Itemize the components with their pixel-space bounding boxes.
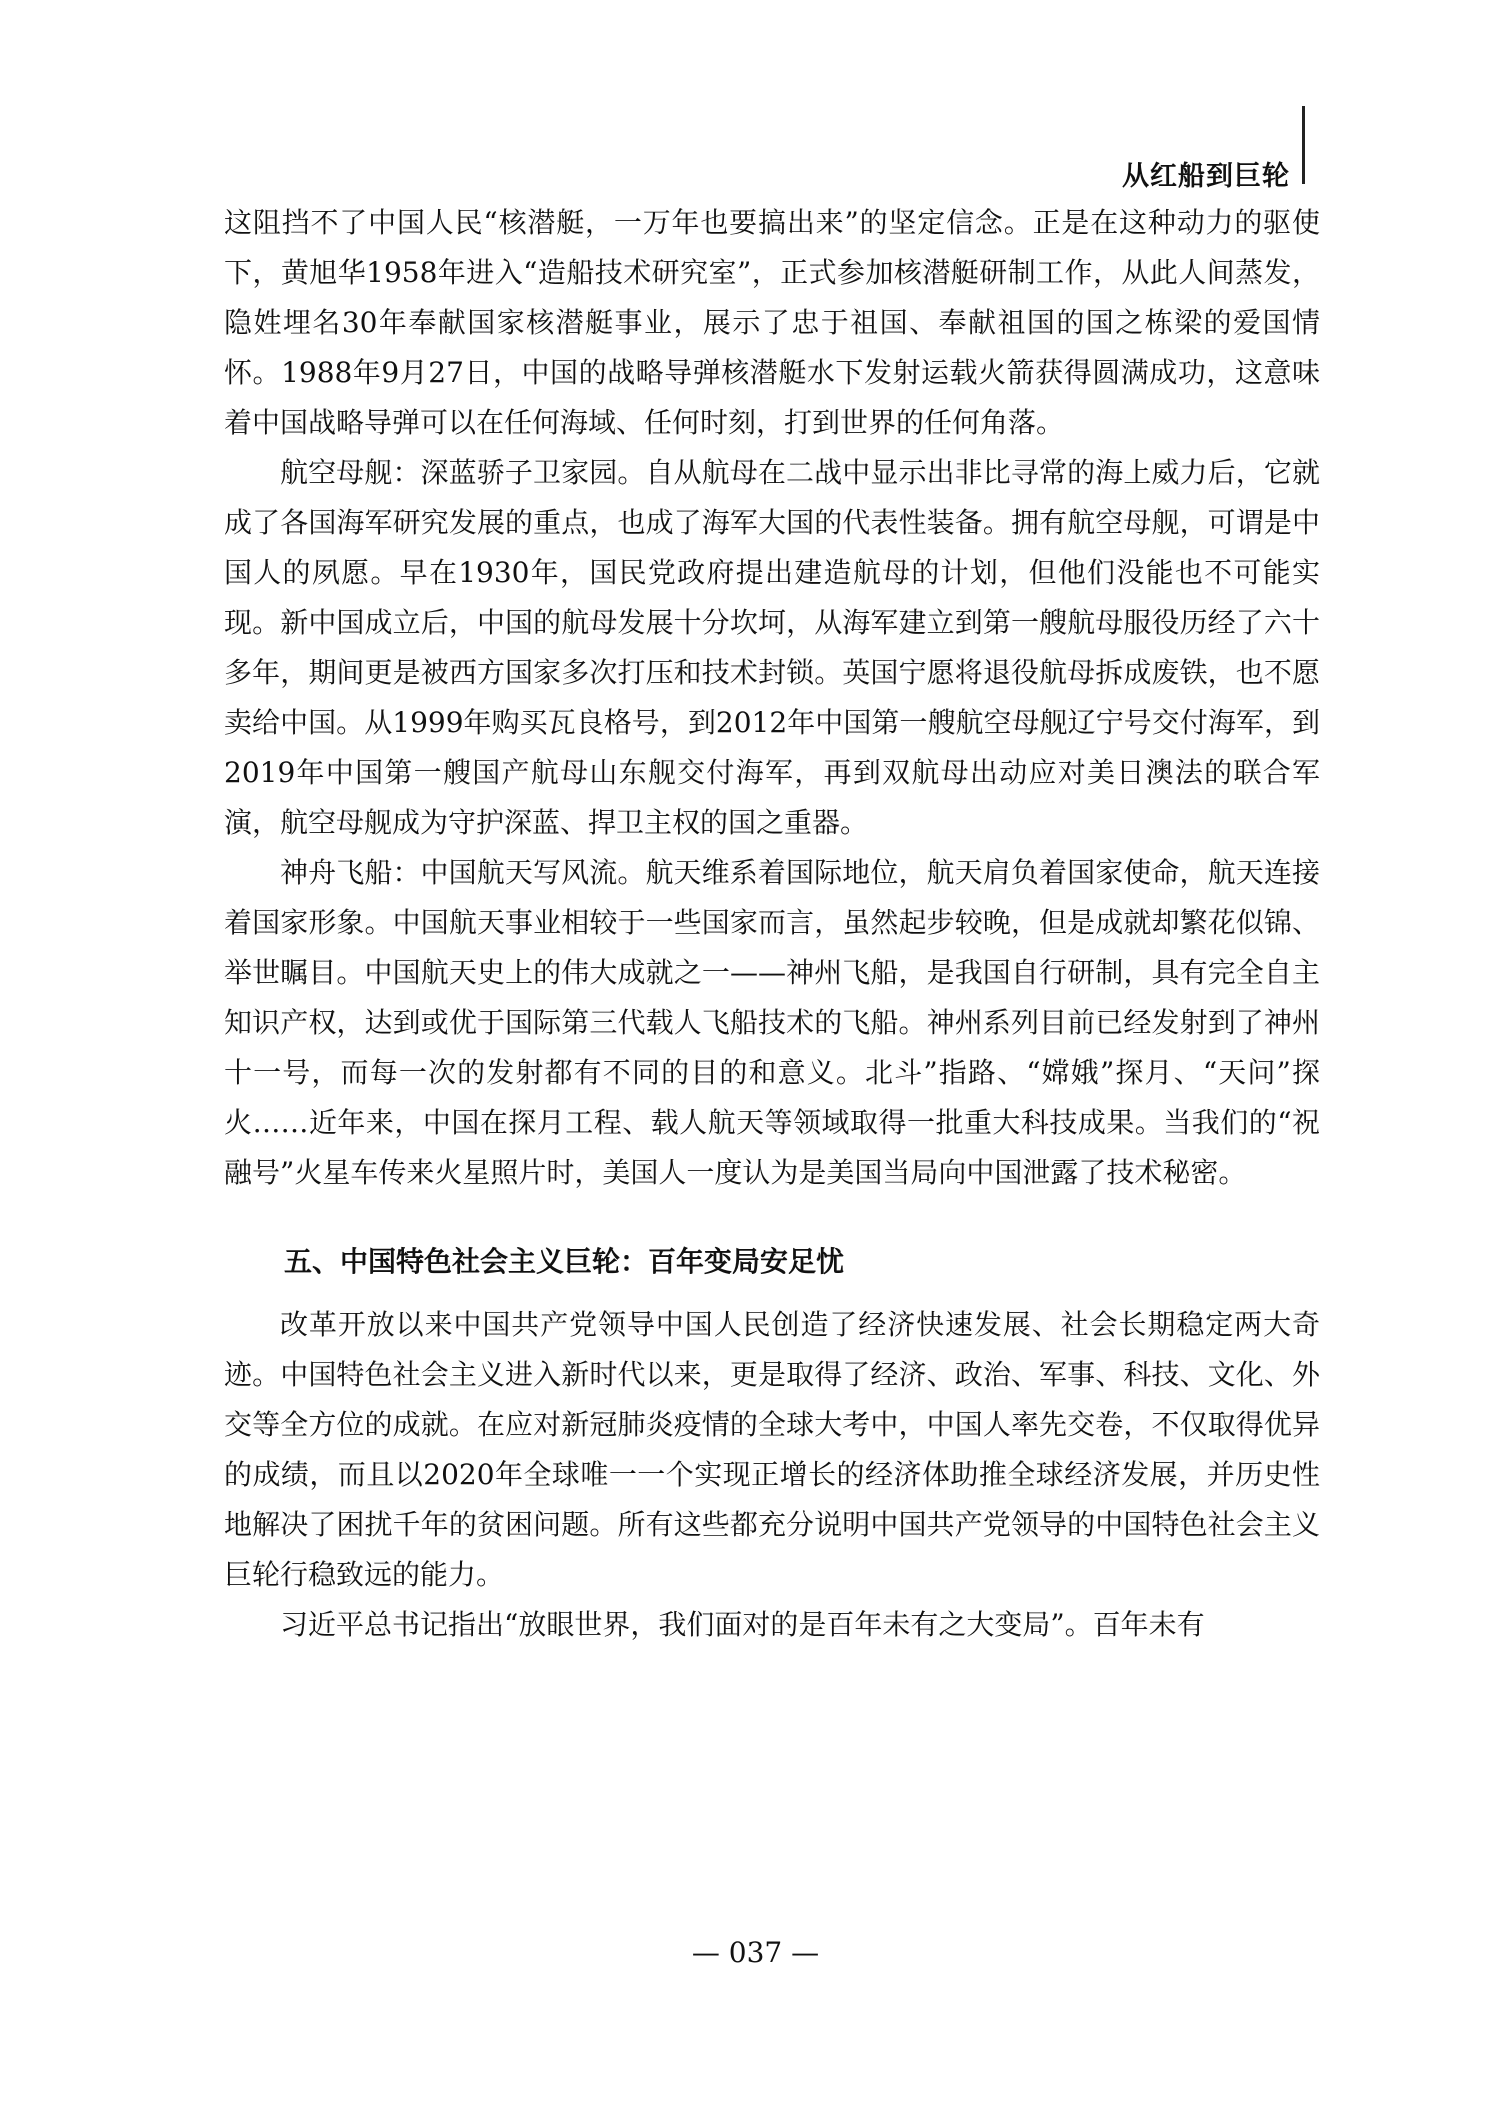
paragraph-aircraft-carrier: 航空母舰：深蓝骄子卫家园。自从航母在二战中显示出非比寻常的海上威力后，它就成了各国海军研究发展的重点，也成了海军大国的代表性装备。拥有航空母舰，可谓是中国人的夙愿。早在1930年，国民党政府提出建造航母的计划，但他们没能也不可能实现。新中国成立后，中国的航母发展十分坎坷，从海军建立到第一艘航母服役历经了六十多年，期间更是被西方国家多次打压和技术封锁。英国宁愿将退役航母拆成废铁，也不愿卖给中国。从1999年购买瓦良格号，到2012年中国第一艘航空母舰辽宁号交付海军，到2019年中国第一艘国产航母山东舰交付海军，再到双航母出动应对美日澳法的联合军演，航空母舰成为守护深蓝、捍卫主权的国之重器。 [224, 456, 1320, 839]
running-header-title: 从红船到巨轮 [1122, 161, 1290, 192]
page-body [224, 198, 1320, 1650]
paragraph-continued: 这阻挡不了中国人民“核潜艇，一万年也要搞出来”的坚定信念。正是在这种动力的驱使下，黄旭华1958年进入“造船技术研究室”，正式参加核潜艇研制工作，从此人间蒸发，隐姓埋名30年奉献国家核潜艇事业，展示了忠于祖国、奉献祖国的国之栋梁的爱国情怀。1988年9月27日，中国的战略导弹核潜艇水下发射运载火箭获得圆满成功，这意味着中国战略导弹可以在任何海域、任何时刻，打到世界的任何角落。 [224, 206, 1320, 439]
paragraph-reform: 改革开放以来中国共产党领导中国人民创造了经济快速发展、社会长期稳定两大奇迹。中国特色社会主义进入新时代以来，更是取得了经济、政治、军事、科技、文化、外交等全方位的成就。在应对新冠肺炎疫情的全球大考中，中国人率先交卷，不仅取得优异的成绩，而且以2020年全球唯一一个实现正增长的经济体助推全球经济发展，并历史性地解决了困扰千年的贫困问题。所有这些都充分说明中国共产党领导的中国特色社会主义巨轮行稳致远的能力。 [224, 1308, 1320, 1591]
section-heading: 五、中国特色社会主义巨轮：百年变局安足忧 [284, 1245, 845, 1278]
paragraph-shenzhou: 神舟飞船：中国航天写风流。航天维系着国际地位，航天肩负着国家使命，航天连接着国家形象。中国航天事业相较于一些国家而言，虽然起步较晚，但是成就却繁花似锦、举世瞩目。中国航天史上的伟大成就之一——神州飞船，是我国自行研制，具有完全自主知识产权，达到或优于国际第三代载人飞船技术的飞船。神州系列目前已经发射到了神州十一号，而每一次的发射都有不同的目的和意义。北斗”指路、“嫦娥”探月、“天问”探火……近年来，中国在探月工程、载人航天等领域取得一批重大科技成果。当我们的“祝融号”火星车传来火星照片时，美国人一度认为是美国当局向中国泄露了技术秘密。 [224, 856, 1320, 1189]
paragraph-xi-quote: 习近平总书记指出“放眼世界，我们面对的是百年未有之大变局”。百年未有 [280, 1608, 1205, 1641]
page-number: — 037 — [691, 1936, 820, 1969]
header-vertical-rule [1302, 106, 1305, 184]
